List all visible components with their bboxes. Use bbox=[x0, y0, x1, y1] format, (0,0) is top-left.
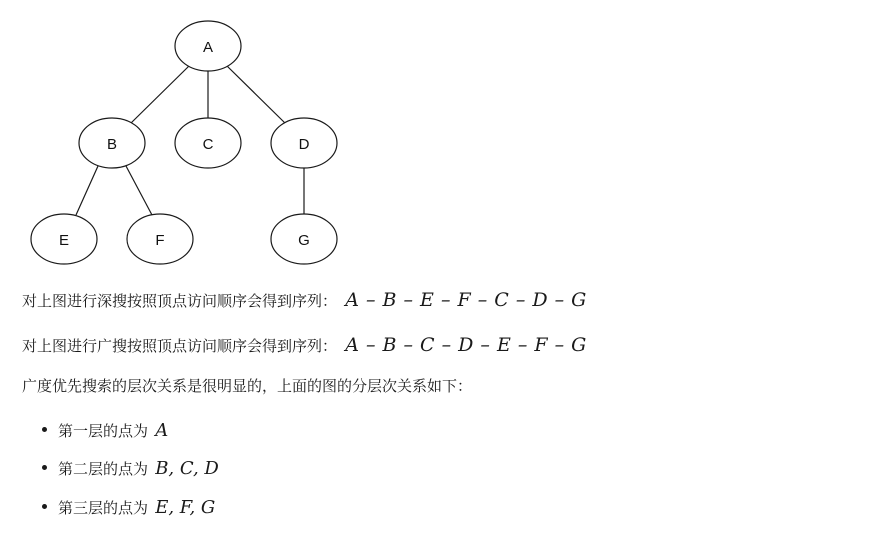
level-3-nodes: E, F, G bbox=[155, 496, 216, 518]
node-b[interactable] bbox=[79, 118, 145, 168]
graph-nodes bbox=[31, 21, 337, 264]
node-e[interactable] bbox=[31, 214, 97, 264]
list-item bbox=[58, 489, 882, 527]
levels-list bbox=[0, 412, 882, 527]
node-a[interactable] bbox=[175, 21, 241, 71]
node-g-label: G bbox=[298, 232, 310, 249]
list-item bbox=[58, 412, 882, 450]
levels-intro-text: 广度优先搜索的层次关系是很明显的，上面的图的分层次关系如下： bbox=[22, 378, 473, 396]
bfs-prefix-text: 对上图进行广搜按照顶点访问顺序会得到序列： bbox=[22, 337, 338, 355]
edge-b-f bbox=[126, 166, 152, 215]
level-1-prefix: 第一层的点为 bbox=[58, 423, 149, 441]
node-f-label: F bbox=[155, 232, 165, 249]
bfs-sequence: A – B – C – D – E – F – G bbox=[345, 333, 587, 356]
node-c[interactable] bbox=[175, 118, 241, 168]
node-d[interactable] bbox=[271, 118, 337, 168]
level-1-nodes: A bbox=[155, 420, 169, 442]
dfs-prefix-text: 对上图进行深搜按照顶点访问顺序会得到序列： bbox=[22, 293, 338, 310]
explanation-text bbox=[0, 278, 882, 527]
levels-intro-paragraph bbox=[0, 367, 882, 406]
node-g[interactable] bbox=[271, 214, 337, 264]
node-e-label: E bbox=[58, 232, 70, 249]
node-a-label: A bbox=[202, 39, 214, 56]
level-2-nodes: B, C, D bbox=[155, 458, 219, 480]
level-2-prefix: 第二层的点为 bbox=[58, 461, 149, 479]
edge-b-e bbox=[76, 166, 98, 215]
level-3-prefix: 第三层的点为 bbox=[58, 499, 149, 517]
node-f[interactable] bbox=[127, 214, 193, 264]
node-c-label: C bbox=[202, 136, 214, 153]
bfs-paragraph bbox=[0, 323, 882, 368]
edge-a-d bbox=[226, 65, 286, 124]
dfs-paragraph bbox=[0, 278, 882, 323]
edge-a-b bbox=[130, 65, 190, 124]
dfs-sequence: A – B – E – F – C – D – G bbox=[345, 289, 587, 311]
node-b-label: B bbox=[106, 136, 118, 153]
list-item bbox=[58, 450, 882, 488]
node-d-label: D bbox=[298, 136, 310, 153]
